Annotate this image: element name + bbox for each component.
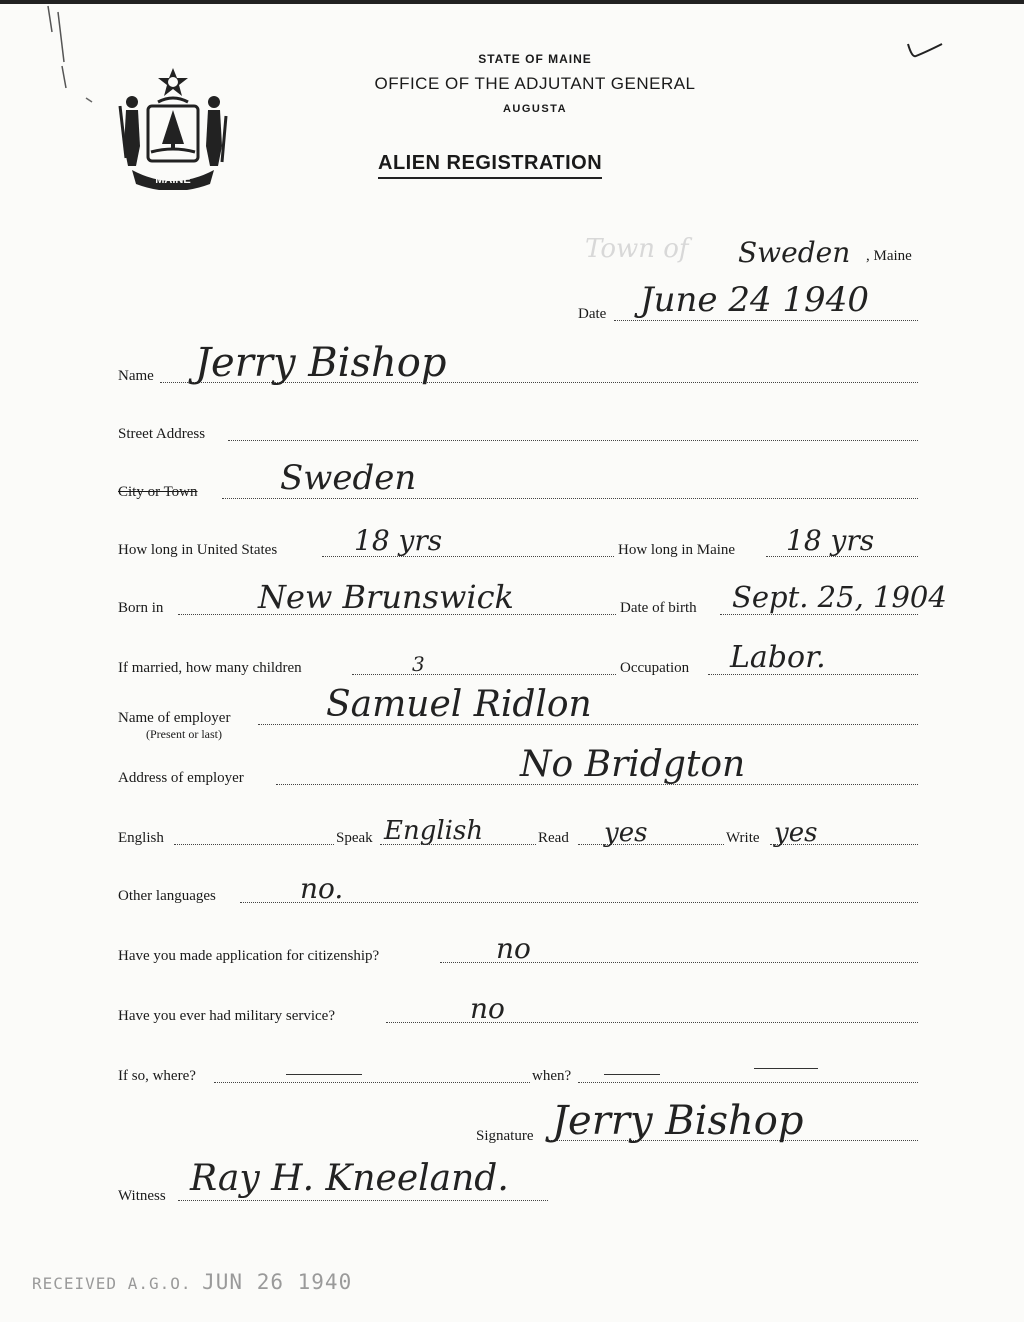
place-suffix: , Maine: [866, 248, 912, 264]
other-languages-label: Other languages: [118, 888, 216, 904]
employer-value: Samuel Ridlon: [326, 684, 592, 725]
maine-duration-value: 18 yrs: [786, 524, 875, 557]
military-label: Have you ever had military service?: [118, 1008, 335, 1024]
where-label: If so, where?: [118, 1068, 196, 1084]
name-value: Jerry Bishop: [195, 340, 447, 386]
received-stamp-prefix: RECEIVED A.G.O.: [32, 1274, 192, 1293]
city-value: Sweden: [280, 458, 417, 498]
name-label: Name: [118, 368, 154, 384]
read-label: Read: [538, 830, 569, 846]
citizenship-value: no: [496, 932, 531, 965]
maine-duration-label: How long in Maine: [618, 542, 736, 558]
english-line: [174, 844, 334, 845]
employer-sublabel: (Present or last): [146, 727, 222, 741]
date-line: [614, 320, 918, 321]
write-label: Write: [726, 830, 760, 846]
state-heading: STATE OF MAINE: [478, 52, 592, 66]
city-line: [222, 498, 918, 499]
when-line: [578, 1082, 918, 1083]
office-heading: OFFICE OF THE ADJUTANT GENERAL: [374, 74, 696, 93]
city-label: City or Town: [118, 484, 198, 500]
city-heading: AUGUSTA: [502, 103, 568, 115]
maine-state-seal: [118, 66, 228, 190]
seal-banner-text: MAINE: [155, 174, 191, 186]
read-value: yes: [604, 818, 648, 848]
when-label: when?: [532, 1068, 572, 1084]
military-value: no: [470, 992, 505, 1025]
english-label: English: [118, 830, 164, 846]
citizenship-label: Have you made application for citizenship?: [118, 948, 380, 964]
witness-label: Witness: [118, 1188, 166, 1204]
where-line: [214, 1082, 530, 1083]
street-line: [228, 440, 918, 441]
write-value: yes: [774, 818, 818, 848]
dob-label: Date of birth: [620, 600, 697, 616]
scan-border: [0, 0, 1024, 4]
children-value: 3: [412, 652, 425, 676]
form-title: ALIEN REGISTRATION: [378, 152, 602, 179]
witness-value: Ray H. Kneeland.: [190, 1158, 509, 1199]
when-dash-2: [754, 1068, 818, 1069]
street-label: Street Address: [118, 426, 206, 442]
us-duration-label: How long in United States: [118, 542, 278, 558]
speak-value: English: [384, 816, 484, 846]
faint-town-print: Town of: [585, 234, 689, 264]
place-value: Sweden: [738, 236, 851, 269]
signature-value: Jerry Bishop: [552, 1098, 804, 1144]
speak-label: Speak: [336, 830, 373, 846]
dob-value: Sept. 25, 1904: [732, 580, 947, 614]
when-dash-1: [604, 1074, 660, 1075]
military-line: [386, 1022, 918, 1023]
occupation-label: Occupation: [620, 660, 690, 676]
date-value: June 24 1940: [640, 280, 869, 320]
date-label: Date: [578, 306, 607, 322]
received-stamp: [32, 1270, 352, 1294]
witness-line: [178, 1200, 548, 1201]
occupation-value: Labor.: [730, 640, 826, 675]
where-dash: [286, 1074, 362, 1075]
children-label: If married, how many children: [118, 660, 302, 676]
dob-line: [720, 614, 918, 615]
birthplace-label: Born in: [118, 600, 164, 616]
pencil-marks: [40, 2, 100, 112]
signature-label: Signature: [476, 1128, 534, 1144]
other-languages-value: no.: [300, 872, 344, 905]
employer-address-value: No Bridgton: [520, 744, 746, 785]
read-line: [578, 844, 724, 845]
check-mark-icon: [906, 40, 946, 64]
employer-label: Name of employer: [118, 710, 231, 726]
us-duration-value: 18 yrs: [354, 524, 443, 557]
birthplace-value: New Brunswick: [258, 578, 514, 616]
employer-address-label: Address of employer: [118, 770, 244, 786]
received-stamp-date: JUN 26 1940: [202, 1270, 353, 1294]
children-line: [352, 674, 616, 675]
